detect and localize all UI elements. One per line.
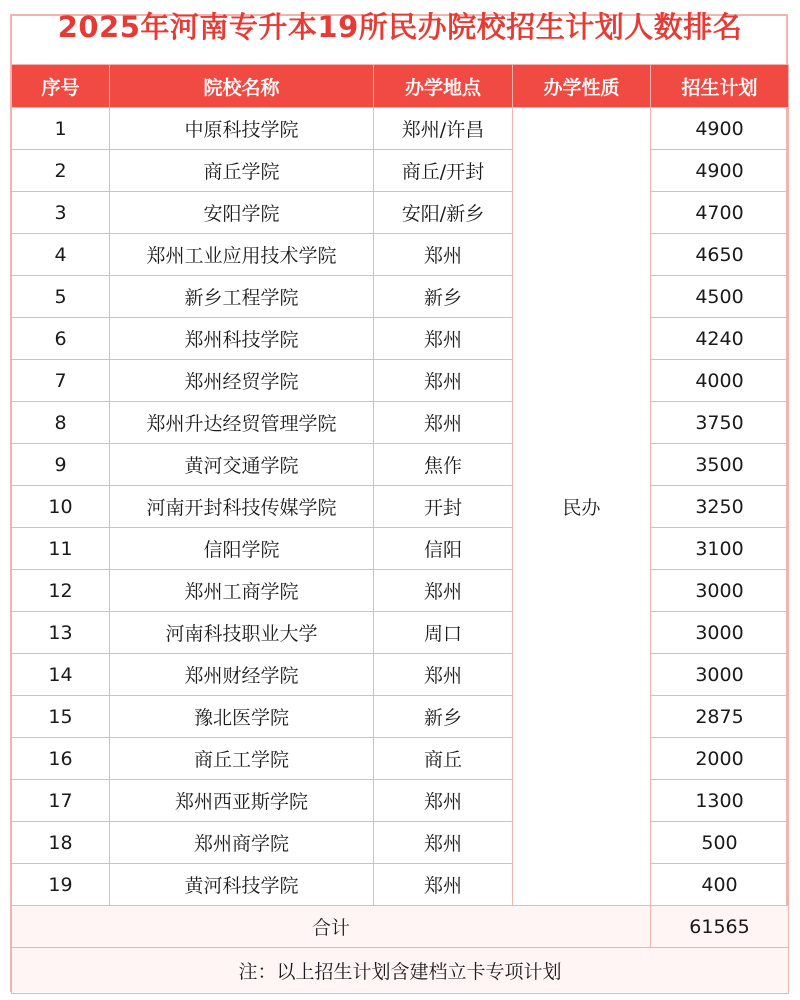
cell-plan: 4700	[651, 192, 789, 234]
table-body	[12, 108, 789, 994]
table-row	[12, 108, 789, 150]
cell-no: 11	[12, 528, 110, 570]
cell-location: 新乡	[374, 696, 513, 738]
cell-location: 信阳	[374, 528, 513, 570]
cell-plan: 4000	[651, 360, 789, 402]
cell-name: 郑州升达经贸管理学院	[110, 402, 374, 444]
cell-plan: 3250	[651, 486, 789, 528]
header-no: 序号	[12, 65, 110, 108]
cell-no: 1	[12, 108, 110, 150]
cell-location: 商丘/开封	[374, 150, 513, 192]
cell-plan: 2000	[651, 738, 789, 780]
cell-location: 郑州	[374, 570, 513, 612]
cell-location: 郑州	[374, 318, 513, 360]
cell-plan: 4900	[651, 150, 789, 192]
cell-no: 17	[12, 780, 110, 822]
cell-location: 周口	[374, 612, 513, 654]
cell-no: 15	[12, 696, 110, 738]
note-row	[12, 948, 789, 994]
cell-plan: 4900	[651, 108, 789, 150]
cell-name: 新乡工程学院	[110, 276, 374, 318]
cell-no: 6	[12, 318, 110, 360]
cell-plan: 3000	[651, 654, 789, 696]
header-name: 院校名称	[110, 65, 374, 108]
cell-name: 郑州商学院	[110, 822, 374, 864]
cell-plan: 400	[651, 864, 789, 906]
cell-no: 4	[12, 234, 110, 276]
cell-plan: 3750	[651, 402, 789, 444]
cell-location: 郑州	[374, 402, 513, 444]
cell-name: 郑州科技学院	[110, 318, 374, 360]
table-row	[12, 528, 789, 570]
cell-location: 郑州	[374, 234, 513, 276]
cell-location: 商丘	[374, 738, 513, 780]
table-row	[12, 234, 789, 276]
cell-name: 河南科技职业大学	[110, 612, 374, 654]
cell-plan: 500	[651, 822, 789, 864]
cell-plan: 3100	[651, 528, 789, 570]
header-location: 办学地点	[374, 65, 513, 108]
cell-location: 郑州	[374, 654, 513, 696]
cell-no: 8	[12, 402, 110, 444]
cell-name: 安阳学院	[110, 192, 374, 234]
cell-location: 开封	[374, 486, 513, 528]
table-row	[12, 696, 789, 738]
cell-name: 河南开封科技传媒学院	[110, 486, 374, 528]
cell-name: 黄河科技学院	[110, 864, 374, 906]
header-nature: 办学性质	[513, 65, 651, 108]
cell-plan: 3000	[651, 612, 789, 654]
table-row	[12, 570, 789, 612]
cell-name: 商丘工学院	[110, 738, 374, 780]
total-label: 合计	[12, 906, 651, 948]
table-row	[12, 444, 789, 486]
table-row	[12, 486, 789, 528]
cell-location: 焦作	[374, 444, 513, 486]
cell-no: 5	[12, 276, 110, 318]
footnote: 注：以上招生计划含建档立卡专项计划	[12, 948, 789, 994]
total-row	[12, 906, 789, 948]
cell-plan: 4650	[651, 234, 789, 276]
total-value: 61565	[651, 906, 789, 948]
table-row	[12, 822, 789, 864]
cell-nature: 民办	[513, 108, 651, 906]
cell-name: 郑州西亚斯学院	[110, 780, 374, 822]
table-row	[12, 738, 789, 780]
cell-location: 新乡	[374, 276, 513, 318]
cell-no: 2	[12, 150, 110, 192]
cell-location: 安阳/新乡	[374, 192, 513, 234]
cell-plan: 3500	[651, 444, 789, 486]
cell-location: 郑州	[374, 780, 513, 822]
page-title: 2025年河南专升本19所民办院校招生计划人数排名	[57, 10, 743, 44]
cell-name: 郑州经贸学院	[110, 360, 374, 402]
cell-no: 16	[12, 738, 110, 780]
table-row	[12, 780, 789, 822]
cell-plan: 3000	[651, 570, 789, 612]
cell-name: 豫北医学院	[110, 696, 374, 738]
cell-name: 中原科技学院	[110, 108, 374, 150]
cell-no: 7	[12, 360, 110, 402]
cell-no: 3	[12, 192, 110, 234]
table-row	[12, 612, 789, 654]
table-header-row	[12, 65, 789, 108]
cell-name: 郑州财经学院	[110, 654, 374, 696]
table-row	[12, 864, 789, 906]
cell-location: 郑州	[374, 360, 513, 402]
table-row	[12, 192, 789, 234]
table-row	[12, 150, 789, 192]
cell-no: 9	[12, 444, 110, 486]
cell-name: 信阳学院	[110, 528, 374, 570]
cell-plan: 1300	[651, 780, 789, 822]
cell-location: 郑州	[374, 822, 513, 864]
cell-location: 郑州/许昌	[374, 108, 513, 150]
table-row	[12, 276, 789, 318]
table-row	[12, 654, 789, 696]
cell-no: 10	[12, 486, 110, 528]
cell-no: 13	[12, 612, 110, 654]
cell-name: 黄河交通学院	[110, 444, 374, 486]
cell-no: 12	[12, 570, 110, 612]
cell-plan: 2875	[651, 696, 789, 738]
table-row	[12, 318, 789, 360]
table-row	[12, 402, 789, 444]
cell-name: 郑州工业应用技术学院	[110, 234, 374, 276]
header-plan: 招生计划	[651, 65, 789, 108]
cell-plan: 4500	[651, 276, 789, 318]
cell-no: 14	[12, 654, 110, 696]
table-row	[12, 360, 789, 402]
cell-no: 19	[12, 864, 110, 906]
enrollment-table	[11, 64, 789, 994]
cell-name: 郑州工商学院	[110, 570, 374, 612]
cell-name: 商丘学院	[110, 150, 374, 192]
cell-location: 郑州	[374, 864, 513, 906]
cell-plan: 4240	[651, 318, 789, 360]
cell-no: 18	[12, 822, 110, 864]
